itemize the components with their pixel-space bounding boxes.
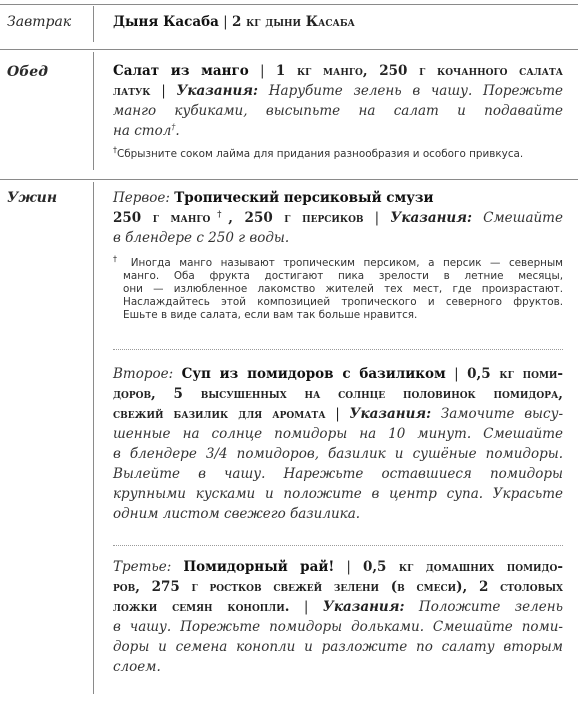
- divider-top: [0, 4, 578, 5]
- instructions-label: Указания:: [176, 83, 259, 99]
- lunch-instructions: манго кубиками, высыпьте на салат и подавайте: [113, 103, 563, 119]
- lunch-ingredients: 1 кг манго, 250 г кочанного салата: [275, 63, 563, 79]
- footnote-dagger: †: [171, 122, 176, 132]
- second-ingredients: доров, 5 высушенных на солнце половинок помидора,: [113, 386, 563, 402]
- second-instructions: одним листом свежего базилика.: [113, 506, 361, 522]
- lunch-footnote-text: Сбрызните соком лайма для придания разнообразия и особого привкуса.: [117, 148, 524, 160]
- separator: |: [303, 599, 309, 615]
- third-ingredients: ров, 275 г ростков свежей зелени (в смеси), 2 столовых: [113, 579, 563, 595]
- dotted-separator: [113, 545, 563, 546]
- footnote-line: они — излюбленное лакомство жителей тех мест, где произрастают.: [123, 283, 563, 295]
- lunch-instructions: Нарубите зелень в чашу. Порежьте: [268, 83, 563, 99]
- third-instructions: Положите зелень: [418, 599, 563, 615]
- footnote-dagger: †: [210, 208, 229, 219]
- lunch-dish: Салат из манго: [113, 63, 249, 79]
- course-label: Первое:: [113, 190, 170, 206]
- footnote-line: Иногда манго называют тропическим персиком, а персик — северным: [130, 257, 564, 269]
- breakfast-ingredients: 2 кг дыни Касаба: [232, 14, 355, 30]
- breakfast-label: Завтрак: [7, 14, 72, 30]
- footnote-mark: †: [113, 254, 123, 264]
- first-footnote: [113, 254, 564, 322]
- divider-lunch: [0, 49, 578, 50]
- third-ingredients: ложки семян конопли.: [113, 599, 290, 615]
- dotted-separator: [113, 349, 563, 350]
- second-ingredients: свежий базилик для аромата: [113, 406, 326, 422]
- first-dish: Тропический персиковый смузи: [174, 190, 434, 206]
- dinner-first: [113, 188, 563, 322]
- second-ingredients: 0,5 кг поми-: [467, 366, 564, 382]
- breakfast-dish: Дыня Касаба: [113, 14, 219, 30]
- third-instructions: в чашу. Порежьте помидоры дольками. Смешайте поми-: [113, 619, 563, 635]
- first-instructions: Смешайте: [483, 210, 563, 226]
- breakfast-content: [113, 12, 563, 32]
- lunch-content: [113, 61, 563, 161]
- lunch-vbar: [93, 52, 94, 170]
- lunch-footnote: [113, 145, 563, 161]
- separator: |: [374, 210, 380, 226]
- lunch-label: Обед: [7, 64, 48, 80]
- instructions-label: Указания:: [349, 406, 432, 422]
- dinner-third: [113, 557, 563, 677]
- dinner-vbar: [93, 182, 94, 694]
- second-instructions: шенные на солнце помидоры на 10 минут. Смешайте: [113, 426, 563, 442]
- separator: |: [346, 559, 351, 575]
- third-instructions: доры и семена конопли и разложите по салату вторым: [113, 639, 563, 655]
- breakfast-vbar: [93, 6, 94, 42]
- separator: |: [335, 406, 340, 422]
- first-instructions: в блендере с 250 г воды.: [113, 230, 290, 246]
- first-ingredients: 250 г манго: [113, 210, 211, 226]
- course-label: Второе:: [113, 366, 174, 382]
- separator: |: [161, 83, 166, 99]
- footnote-line: Ешьте в виде салата, если вам так больше нравится.: [123, 309, 418, 321]
- separator: |: [260, 63, 265, 79]
- second-instructions: Замочите высу-: [440, 406, 564, 422]
- footnote-mark: †: [113, 145, 117, 155]
- separator: |: [223, 14, 228, 30]
- footnote-line: манго. Оба фрукта достигают пика зрелости в летние месяцы,: [123, 270, 563, 282]
- dinner-label: Ужин: [7, 190, 58, 206]
- third-instructions: слоем.: [113, 659, 161, 675]
- lunch-ingredients-cont: латук: [113, 83, 151, 99]
- separator: |: [454, 366, 459, 382]
- second-instructions: в блендере 3/4 помидоров, базилик и сушёные помидоры.: [113, 446, 563, 462]
- third-ingredients: 0,5 кг домашних помидо-: [362, 559, 563, 575]
- instructions-label: Указания:: [390, 210, 472, 226]
- course-label: Третье:: [113, 559, 172, 575]
- dinner-second: [113, 364, 563, 524]
- second-dish: Суп из помидоров с базиликом: [181, 366, 446, 382]
- second-instructions: крупными кусками и положите в центр супа. Украсьте: [113, 486, 563, 502]
- divider-dinner: [0, 179, 578, 180]
- third-dish: Помидорный рай!: [183, 559, 335, 575]
- lunch-instructions: на стол: [113, 123, 172, 139]
- first-ingredients-cont: , 250 г персиков: [228, 210, 364, 226]
- instructions-label: Указания:: [322, 599, 405, 615]
- lunch-instructions-end: .: [175, 123, 180, 139]
- second-instructions: Вылейте в чашу. Нарежьте оставшиеся помидоры: [113, 466, 563, 482]
- footnote-line: Наслаждайтесь этой композицией тропического и северного фруктов.: [123, 296, 563, 308]
